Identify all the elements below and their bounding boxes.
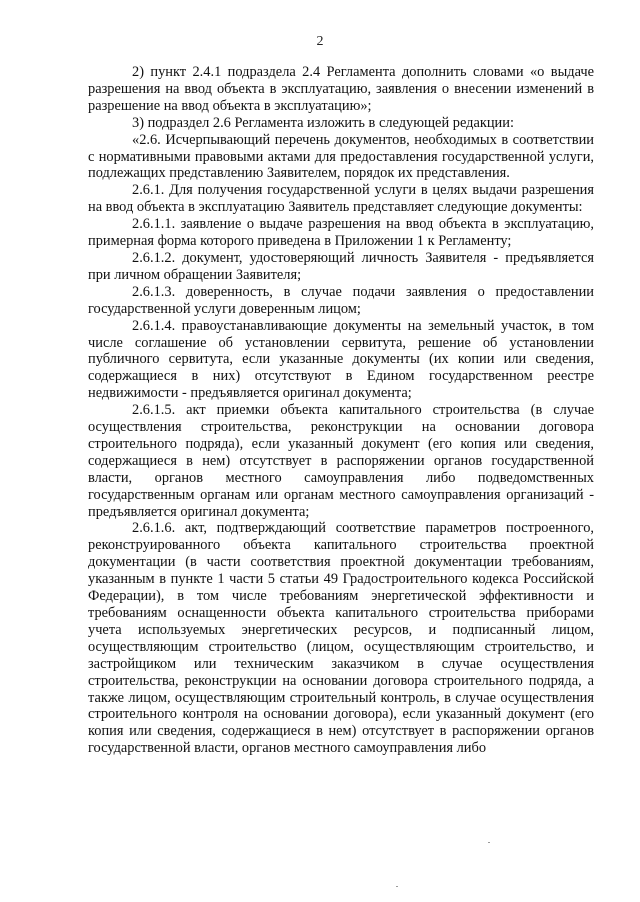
paragraph-2-6-heading: «2.6. Исчерпывающий перечень документов, необходимых в соответствии с нормативными правовыми актами для предоставления государственной услуги, подлежащих представлению Заявителем, порядок их представления. [88, 131, 594, 182]
paragraph-2-6-1-2: 2.6.1.2. документ, удостоверяющий личность Заявителя - предъявляется при личном обращении Заявителя; [88, 249, 594, 283]
paragraph-2-6-1-3: 2.6.1.3. доверенность, в случае подачи заявления о предоставлении государственной услуги доверенным лицом; [88, 283, 594, 317]
scan-speck [488, 842, 490, 843]
paragraph-item-2-amendment: 2) пункт 2.4.1 подраздела 2.4 Регламента дополнить словами «о выдаче разрешения на ввод объекта в эксплуатацию, заявления о внесении изменений в разрешение на ввод объекта в эксплуатацию»; [88, 64, 594, 114]
paragraph-2-6-1: 2.6.1. Для получения государственной услуги в целях выдачи разрешения на ввод объекта в эксплуатацию Заявитель представляет следующие документы: [88, 182, 594, 216]
page-number: 2 [316, 34, 324, 49]
paragraph-2-6-1-1: 2.6.1.1. заявление о выдаче разрешения на ввод объекта в эксплуатацию, примерная форма которого приведена в Приложении 1 к Регламенту; [88, 216, 594, 250]
document-body [88, 64, 594, 757]
paragraph-2-6-1-4: 2.6.1.4. правоустанавливающие документы на земельный участок, в том числе соглашение об установлении сервитута, решение об установлении публичного сервитута, если указанные документы (их копии или сведения, содержащиеся в них) отсутствуют в Едином государственном реестре недвижимости - предъявляется оригинал документа; [88, 317, 594, 402]
paragraph-item-3-intro: 3) подраздел 2.6 Регламента изложить в следующей редакции: [132, 114, 514, 131]
paragraph-2-6-1-6: 2.6.1.6. акт, подтверждающий соответствие параметров построенного, реконструированного объекта капитального строительства проектной документации (в части соответствия проектной документации требованиям, указанным в пункте 1 части 5 статьи 49 Градостроительного кодекса Российской Федерации), в том числе требованиям энергетической эффективности и требованиям оснащенности объекта капитального строительства приборами учета используемых энергетических ресурсов, и подписанный лицом, осуществляющим строительство (лицом, осуществляющим строительство, и застройщиком или техническим заказчиком в случае осуществления строительства, реконструкции на основании договора строительного подряда, а также лицом, осуществляющим строительный контроль, в случае осуществления строительного контроля на основании договора), если указанный документ (его копия или сведения, содержащиеся в нем) отсутствует в распоряжении органов государственной власти, органов местного самоуправления либо [88, 520, 594, 757]
scan-speck [396, 886, 398, 887]
paragraph-2-6-1-5: 2.6.1.5. акт приемки объекта капитального строительства (в случае осуществления строительства, реконструкции на основании договора строительного подряда), если указанный документ (его копия или сведения, содержащиеся в нем) отсутствует в распоряжении органов государственной власти, органов местного самоуправления либо подведомственных государственным органам или органам местного самоуправления организаций - предъявляется оригинал документа; [88, 402, 594, 520]
